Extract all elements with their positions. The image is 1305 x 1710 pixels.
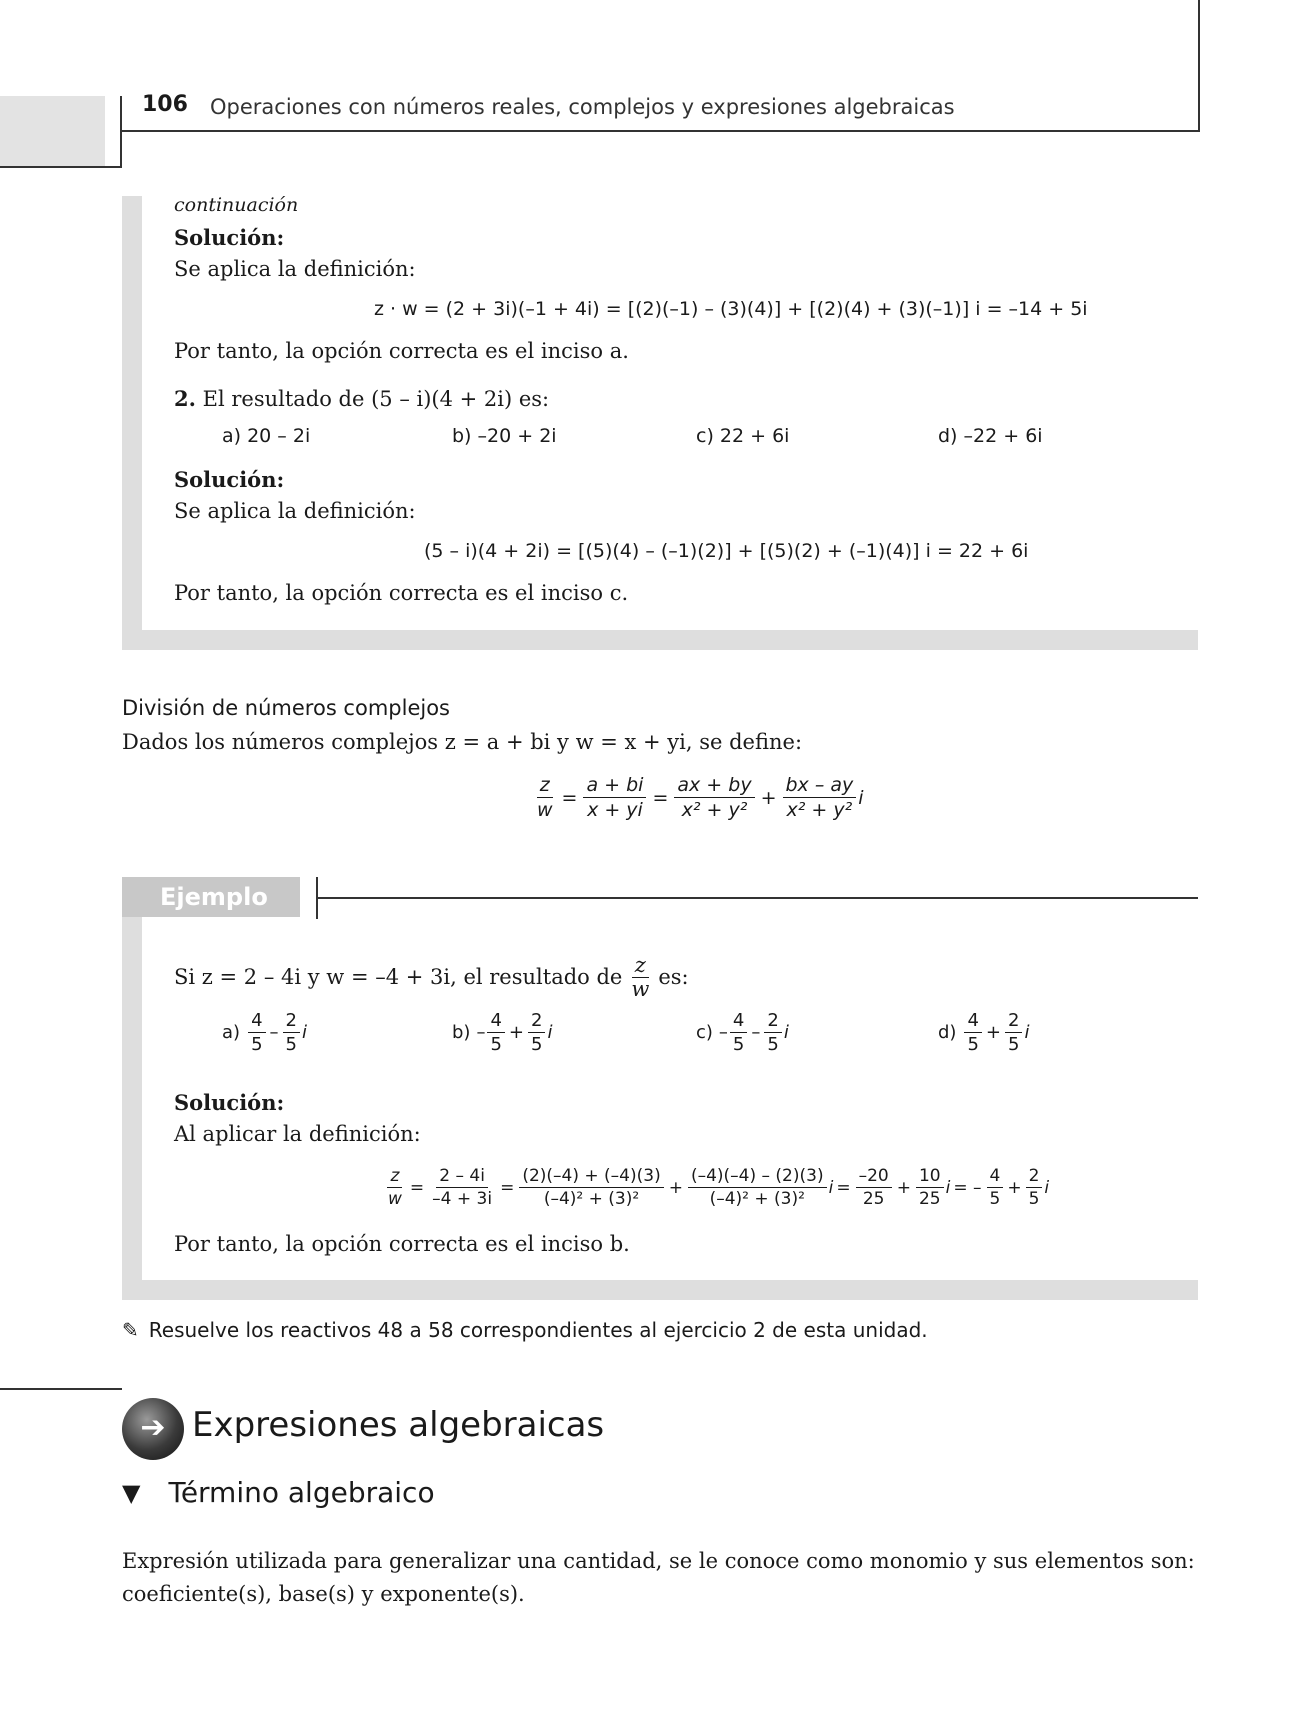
- example-option-d: [938, 1010, 1029, 1055]
- section-rule: [0, 1388, 122, 1390]
- exercise-note: [122, 1318, 928, 1342]
- running-title: Operaciones con números reales, complejos y expresiones algebraicas: [210, 95, 955, 119]
- division-heading: División de números complejos: [122, 696, 450, 720]
- option-suffix: i: [547, 1022, 553, 1043]
- f1-den: w: [537, 799, 553, 821]
- option-n1: 4: [964, 1010, 981, 1033]
- f3-den: x² + y²: [681, 799, 748, 821]
- section-paragraph-line2: coeficiente(s), base(s) y exponente(s).: [122, 1582, 525, 1606]
- question-pre: Si z = 2 – 4i y w = –4 + 3i, el resultado de: [174, 965, 623, 989]
- option-c: c) 22 + 6i: [696, 425, 790, 447]
- option-n2: 2: [1005, 1010, 1022, 1033]
- subsection-title: Término algebraico: [168, 1476, 435, 1509]
- eq-e-den: 25: [862, 1189, 885, 1209]
- box1-bottom-bar: [122, 630, 1198, 650]
- eq-h-num: 2: [1026, 1166, 1043, 1188]
- option-n2: 2: [283, 1010, 300, 1033]
- box2-left-bar: [122, 917, 142, 1289]
- definition-text: Se aplica la definición:: [174, 257, 416, 281]
- option-suffix: i: [1024, 1022, 1030, 1043]
- example-solution-label: Solución:: [174, 1090, 285, 1115]
- option-op: –: [751, 1022, 761, 1043]
- page-number: 106: [142, 92, 188, 117]
- option-d2: 5: [767, 1034, 779, 1055]
- option-d1: 5: [732, 1034, 745, 1055]
- eq-d-den: (–4)² + (3)²: [709, 1189, 805, 1209]
- equation-2: (5 – i)(4 + 2i) = [(5)(4) – (–1)(2)] + [(5)(2) + (–1)(4)] i = 22 + 6i: [424, 540, 1029, 562]
- option-d2: 5: [285, 1034, 297, 1055]
- option-n1: 4: [730, 1010, 747, 1033]
- box1-left-bar: [122, 196, 142, 648]
- question-2: [174, 388, 549, 410]
- example-conclusion: Por tanto, la opción correcta es el inciso b.: [174, 1232, 630, 1256]
- eq-d-num: (–4)(–4) – (2)(3): [688, 1166, 827, 1188]
- pencil-icon: ✎: [122, 1318, 139, 1342]
- option-suffix: i: [301, 1022, 307, 1043]
- eq-c-num: (2)(–4) + (–4)(3): [519, 1166, 663, 1188]
- f2-den: x + yi: [587, 799, 643, 821]
- option-frac-2: [1005, 1010, 1022, 1055]
- box2-bottom-bar: [122, 1280, 1198, 1300]
- option-op: +: [985, 1022, 1001, 1043]
- example-tab: Ejemplo: [122, 877, 300, 917]
- triangle-down-icon: ▼: [122, 1478, 141, 1507]
- option-frac-2: [283, 1010, 300, 1055]
- option-n2: 2: [764, 1010, 781, 1033]
- eq-b-num: 2 – 4i: [436, 1166, 488, 1188]
- f3-num: ax + by: [674, 774, 754, 798]
- f-suffix: i: [858, 786, 864, 809]
- option-frac-2: [764, 1010, 781, 1055]
- q-frac-num: z: [632, 955, 649, 978]
- eq-f-num: 10: [916, 1166, 944, 1188]
- option-n2: 2: [528, 1010, 545, 1033]
- subsection-heading: [122, 1476, 435, 1509]
- option-d2: 5: [531, 1034, 543, 1055]
- option-frac-2: [528, 1010, 545, 1055]
- q-frac-den: w: [631, 977, 650, 1001]
- f4-num: bx – ay: [783, 774, 857, 798]
- option-frac-1: [964, 1010, 981, 1055]
- header-rule: [120, 130, 1200, 132]
- option-n1: 4: [487, 1010, 504, 1033]
- f1-num: z: [537, 774, 553, 798]
- example-question: [174, 955, 689, 1000]
- option-suffix: i: [783, 1022, 789, 1043]
- section-paragraph-line1: Expresión utilizada para generalizar una cantidad, se le conoce como monomio y sus elementos son:: [122, 1549, 1195, 1573]
- option-n1: 4: [248, 1010, 265, 1033]
- eq-c-den: (–4)² + (3)²: [543, 1189, 640, 1209]
- eq-e-num: –20: [856, 1166, 892, 1188]
- option-a: a) 20 – 2i: [222, 425, 311, 447]
- option-d: d) –22 + 6i: [938, 425, 1043, 447]
- option-d1: 5: [967, 1034, 979, 1055]
- option-d1: 5: [251, 1034, 263, 1055]
- option-label: a): [222, 1022, 241, 1043]
- conclusion-1: Por tanto, la opción correcta es el inciso a.: [174, 339, 629, 363]
- header-divider: [120, 96, 122, 168]
- example-option-c: [696, 1010, 789, 1055]
- eq-a-den: w: [388, 1189, 402, 1209]
- conclusion-2: Por tanto, la opción correcta es el inciso c.: [174, 581, 629, 605]
- option-sign1: –: [476, 1022, 486, 1043]
- example-equation: $\frac{z}{w}$ = $\frac{2 - 4i}{-4 + 3i}$ = $\frac{(2)(-4) + (-4)(3)}{\text{(–4)² + (3)²}}$ + $\frac{(-4)(-4) - (2)(3)}{\text{(–4)² + (3)²}}$ i = $\frac{-20}{25}$ + $\frac{10}{25}$ i = – $\frac{4}{5}$ + $\frac{2}{5}$ i: [383, 1166, 1049, 1209]
- option-frac-1: [248, 1010, 265, 1055]
- section-title: Expresiones algebraicas: [192, 1405, 605, 1445]
- option-d2: 5: [1008, 1034, 1020, 1055]
- solution-label: Solución:: [174, 225, 285, 250]
- header-right-rule: [1198, 0, 1200, 132]
- example-option-a: [222, 1010, 307, 1055]
- eq-g-num: 4: [987, 1166, 1004, 1188]
- eq-f-den: 25: [918, 1189, 941, 1209]
- option-label: d): [938, 1022, 957, 1043]
- f4-den: x² + y²: [786, 799, 853, 821]
- option-op: –: [269, 1022, 279, 1043]
- option-sign1: –: [718, 1022, 728, 1043]
- question-post: es:: [658, 965, 689, 989]
- eq-g-den: 5: [989, 1189, 1001, 1209]
- option-op: +: [508, 1022, 524, 1043]
- arrow-right-icon: ➔: [122, 1398, 184, 1460]
- example-rule: [316, 897, 1198, 899]
- solution-label-2: Solución:: [174, 467, 285, 492]
- equation-1: z · w = (2 + 3i)(–1 + 4i) = [(2)(–1) – (3)(4)] + [(2)(4) + (3)(–1)] i = –14 + 5i: [374, 298, 1088, 320]
- example-option-b: [452, 1010, 552, 1055]
- option-label: b): [452, 1022, 471, 1043]
- eq-a-num: z: [387, 1166, 402, 1188]
- header-left-rule: [0, 166, 122, 168]
- exercise-note-text: Resuelve los reactivos 48 a 58 correspondientes al ejercicio 2 de esta unidad.: [148, 1318, 928, 1342]
- option-frac-1: [487, 1010, 504, 1055]
- f2-num: a + bi: [583, 774, 646, 798]
- option-b: b) –20 + 2i: [452, 425, 557, 447]
- definition-text-2: Se aplica la definición:: [174, 499, 416, 523]
- division-formula: $\frac{z}{w}$ = $\frac{a + bi}{x + yi}$ = $\frac{ax + by}{\text{x² + y²}}$ + $\frac{bx - ay}{\text{x² + y²}}$ i: [532, 774, 864, 821]
- header-gray-block: [0, 96, 105, 168]
- division-intro: Dados los números complejos z = a + bi y w = x + yi, se define:: [122, 730, 803, 754]
- eq-h-den: 5: [1028, 1189, 1040, 1209]
- option-label: c): [696, 1022, 713, 1043]
- option-d1: 5: [490, 1034, 502, 1055]
- example-definition-text: Al aplicar la definición:: [174, 1122, 421, 1146]
- question-text: El resultado de (5 – i)(4 + 2i) es:: [202, 387, 550, 411]
- question-number: 2.: [174, 386, 196, 411]
- continuation-label: continuación: [174, 194, 299, 216]
- option-frac-1: [730, 1010, 747, 1055]
- eq-b-den: –4 + 3i: [432, 1189, 493, 1209]
